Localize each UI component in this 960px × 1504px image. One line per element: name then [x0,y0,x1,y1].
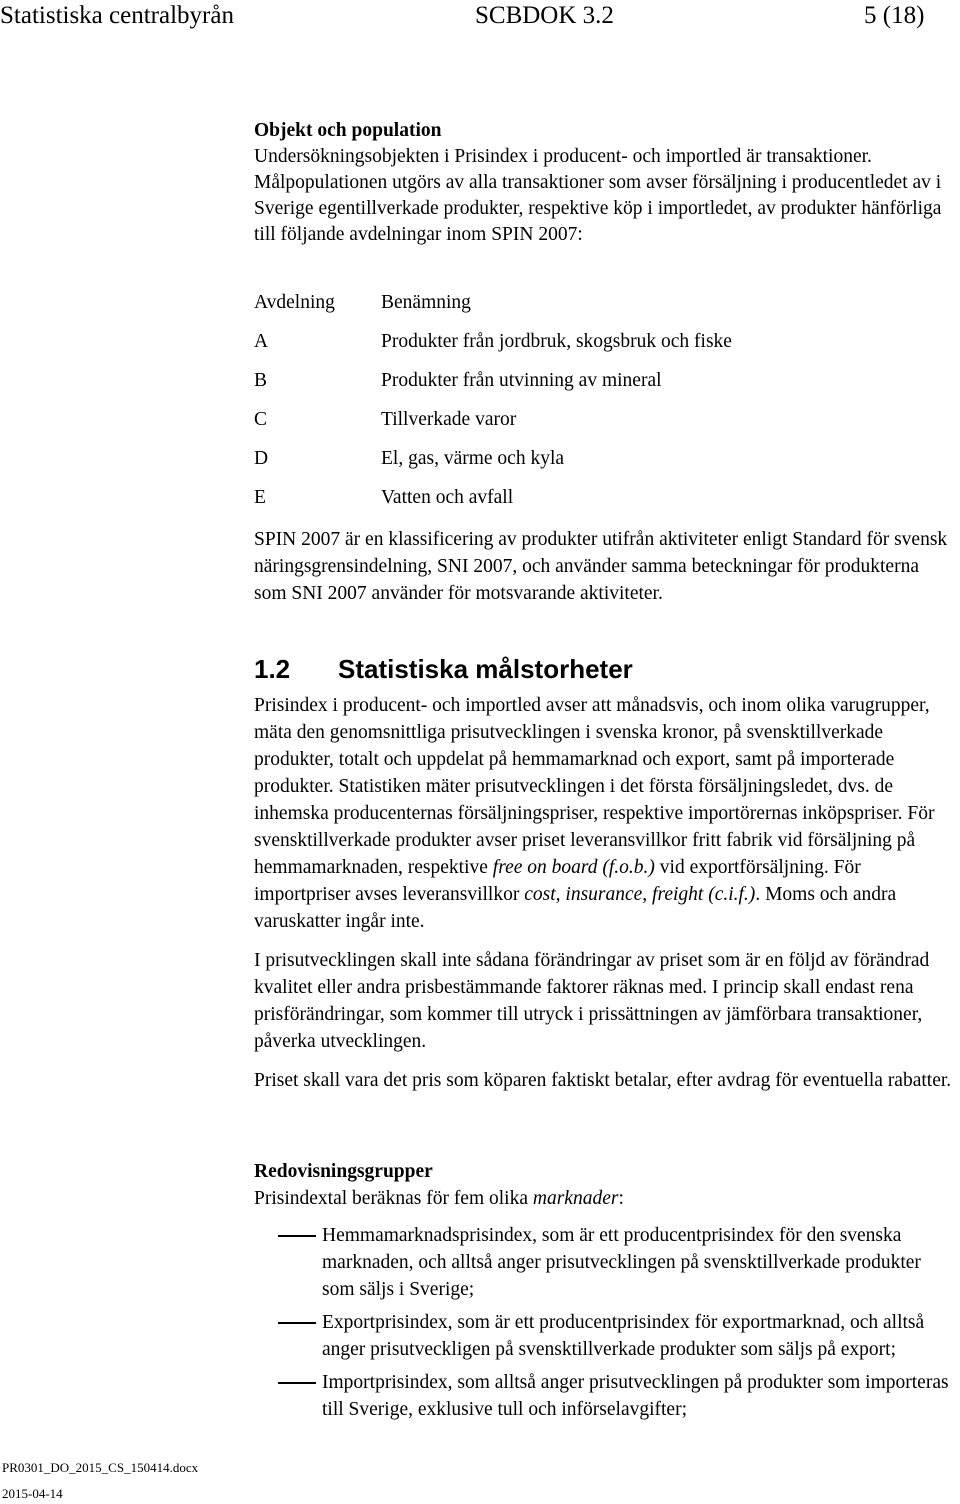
term-marknader: marknader [532,1188,619,1209]
row-name: Produkter från jordbruk, skogsbruk och fiske [381,331,732,352]
redovisning-section [254,1158,954,1212]
text-run: vid exportförsäljning. För importpriser avses leveransvillkor [254,857,861,905]
footer-filename: PR0301_DO_2015_CS_150414.docx [2,1460,199,1475]
objekt-paragraph: Undersökningsobjekten i Prisindex i producent- och importled är transaktioner. Målpopulationen utgörs av alla transaktioner som avser försäljning i producentledet av i Sverige egentillverkade produkter, respektive köp i importledet, av produkter hänförliga till följande avdelningar inom SPIN 2007: [254,146,942,245]
row-code: C [254,409,268,430]
list-item-text: Hemmamarknadsprisindex, som är ett producentprisindex för den svenska marknaden, och alltså anger prisutvecklingen på svensktillverkade produkter som säljs i Sverige; [322,1225,921,1300]
text-run: . Moms och andra varuskatter ingår inte. [254,884,897,932]
malstorheter-paragraph-1 [254,692,954,935]
text-run: Prisindex i producent- och importled avser att månadsvis, och inom olika varugrupper, mäta den genomsnittliga prisutvecklingen i svenska kronor, på svensktillverkade produkter, totalt och uppdelat på hemmamarknad och export, samt på importerade produkter. Statistiken mäter prisutvecklingen i det första försäljningsledet, dvs. de inhemska producenternas försäljningspriser, respektive importörernas inköpspriser. För svensktillverkade produkter avser priset leveransvillkor fritt fabrik vid försäljning på hemmamarknaden, respektive [254,695,935,878]
header-org: Statistiska centralbyrån [0,2,234,29]
header-doc-id: SCBDOK 3.2 [475,2,614,29]
row-name: Vatten och avfall [381,487,514,508]
row-code: E [254,487,266,508]
row-code: A [254,331,269,352]
dash-bullet [278,1322,316,1324]
column-header-avdelning: Avdelning [254,292,335,313]
dash-bullet [278,1382,316,1384]
section-title: Statistiska målstorheter [338,654,633,684]
list-item [254,1222,954,1303]
list-item-text: Exportprisindex, som är ett producentprisindex för exportmarknad, och alltså anger prisutveckligen på svensktillverkade produkter som säljs på export; [322,1312,925,1360]
malstorheter-paragraph-2: I prisutvecklingen skall inte sådana förändringar av priset som är en följd av förändrad kvalitet eller andra prisbestämmande faktorer räknas med. I princip skall endast rena prisförändringar, som kommer till utryck i prissättningen av jämförbara transaktioner, påverka utvecklingen. [254,950,930,1052]
objekt-section [254,118,954,248]
redovisning-intro [254,1185,954,1212]
text-run: Prisindextal beräknas för fem olika [254,1188,533,1209]
section-heading [254,654,633,685]
row-name: El, gas, värme och kyla [381,448,565,469]
term-cif: cost, insurance, freight (c.i.f.) [524,884,756,905]
section-number: 1.2 [254,654,291,684]
header-page-number: 5 (18) [864,2,925,29]
row-name: Tillverkade varor [381,409,517,430]
dash-bullet [278,1235,316,1237]
spin-description [254,526,954,607]
malstorheter-section [254,692,954,1094]
market-list [254,1222,954,1429]
page-header [0,0,960,40]
spin-paragraph: SPIN 2007 är en klassificering av produkter utifrån aktiviteter enligt Standard för svensk näringsgrensindelning, SNI 2007, och använder samma beteckningar för produkterna som SNI 2007 använder för motsvarande aktiviteter. [254,529,948,604]
malstorheter-paragraph-3: Priset skall vara det pris som köparen faktiskt betalar, efter avdrag för eventuella rabatter. [254,1070,952,1091]
objekt-heading: Objekt och population [254,120,442,141]
text-run: : [618,1188,624,1209]
row-code: B [254,370,268,391]
footer-date: 2015-04-14 [2,1486,63,1501]
row-code: D [254,448,269,469]
row-name: Produkter från utvinning av mineral [381,370,662,391]
list-item-text: Importprisindex, som alltså anger prisutvecklingen på produkter som importeras till Sverige, exklusive tull och införselavgifter; [322,1372,949,1420]
term-fob: free on board (f.o.b.) [492,857,655,878]
list-item [254,1309,954,1363]
redovisning-heading: Redovisningsgrupper [254,1161,433,1182]
column-header-benamning: Benämning [381,292,471,313]
list-item [254,1369,954,1423]
